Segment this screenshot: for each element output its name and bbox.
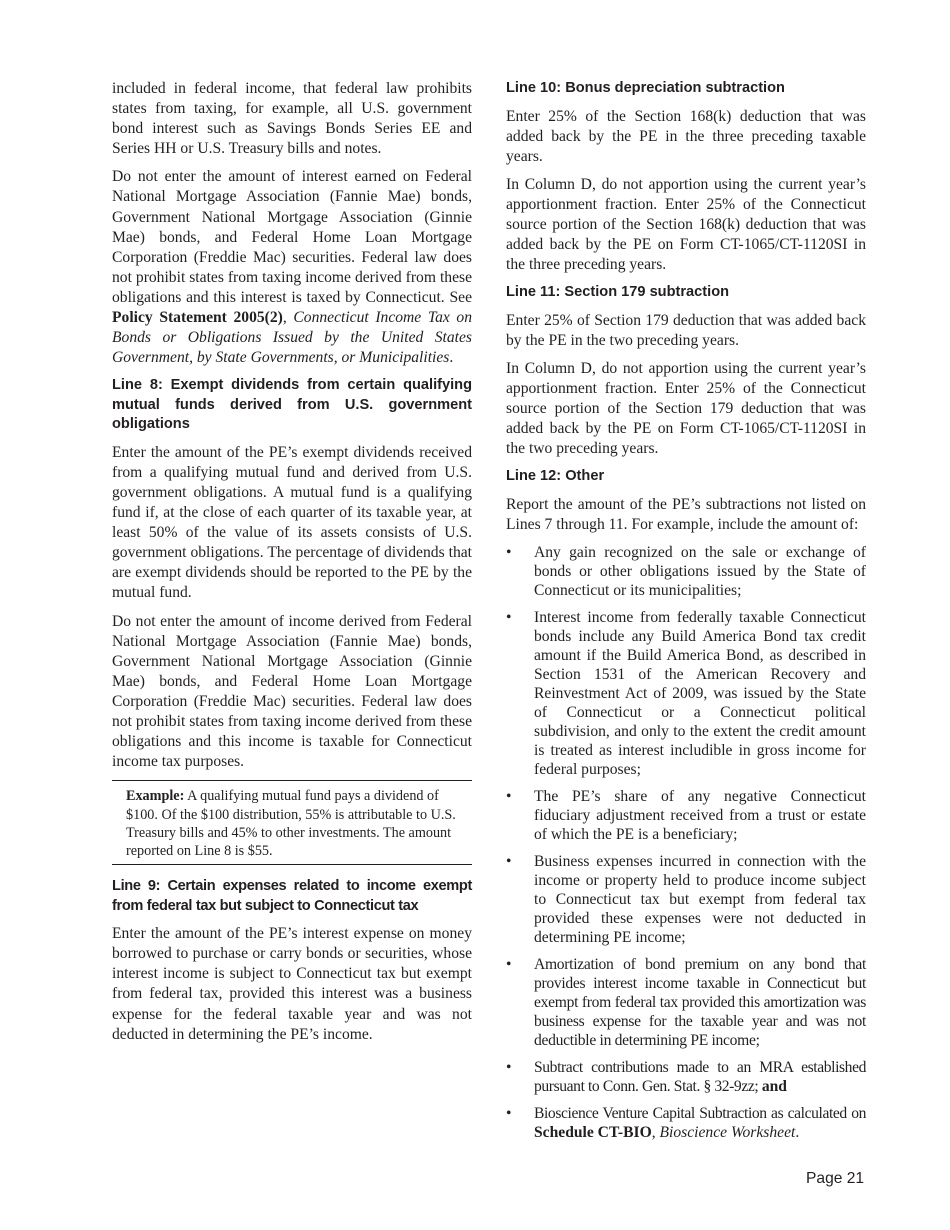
example-label: Example: [126,788,185,805]
text: The PE’s share of any negative Connecticut fiduciary adjustment received from a trust or estate of which the PE is a beneficiary; [534,788,866,844]
line9-heading: Line 9: Certain expenses related to income exempt from federal tax but subject to Connecticut tax [112,878,472,914]
line11-paragraph-2: In Column D, do not apportion using the current year’s apportionment fraction. Enter 25% of the Connecticut source portion of the Section 179 deduction that was added back by the PE on Form CT-1065/CT-1120SI in the two preceding years. [506,359,866,458]
list-item [506,543,866,600]
text: . [449,349,454,367]
paragraph-fannie-mae-interest [112,167,472,368]
page-number: Page 21 [806,1170,865,1187]
text: Any gain recognized on the sale or exchange of bonds or other obligations issued by the State of Connecticut or its municipalities; [534,544,866,600]
line11-heading: Line 11: Section 179 subtraction [506,284,730,301]
list-item [506,955,866,1050]
subtractions-list [506,543,866,1142]
line9-paragraph-1: Enter the amount of the PE’s interest expense on money borrowed to purchase or carry bonds or securities, whose interest income is subject to Connecticut tax but exempt from federal tax, provided this interest was a business expense for the federal taxable year and was not deducted in determining the PE’s income. [112,925,472,1043]
paragraph-federal-income: included in federal income, that federal law prohibits states from taxing, for example, all U.S. government bond interest such as Savings Bonds Series EE and Series HH or U.S. Treasury bills and notes. [112,80,472,158]
text: Interest income from federally taxable Connecticut bonds include any Build America Bond tax credit amount if the Build America Bond, as described in Section 1531 of the American Recovery and Reinvestment Act of 2009, was issued by the State of Connecticut or a Connecticut political subdivision, and only to the extent the credit amount is treated as interest includible in gross income for federal purposes; [534,609,866,779]
line10-heading: Line 10: Bonus depreciation subtraction [506,80,785,96]
worksheet-title: Bioscience Worksheet [659,1124,796,1142]
example-box [112,780,472,865]
list-item [506,787,866,844]
text: , [651,1124,660,1142]
line10-paragraph-2: In Column D, do not apportion using the current year’s apportionment fraction. Enter 25% of the Connecticut source portion of the Section 168(k) deduction that was added back by the PE on Form CT-1065/CT-1120SI in the three preceding years. [506,175,866,274]
right-column [506,79,866,1150]
bullet-icon: • [506,956,512,974]
text: Business expenses incurred in connection with the income or property held to produce income subject to Connecticut tax but exempt from federal tax provided these expenses were not deducted in determining PE income; [534,853,866,947]
text: Subtract contributions made to an MRA established pursuant to Conn. Gen. Stat. § 32-9zz; [534,1059,866,1096]
text: Amortization of bond premium on any bond that provides interest income taxable in Connecticut but exempt from federal tax provided this amortization was business expense for the taxable year and was not deductible in determining PE income; [534,956,866,1050]
bullet-icon: • [506,609,512,627]
publication-title: Connecticut Income Tax on Bonds or Obligations Issued by the United States Government, by State Governments, or Municipalities [112,309,472,367]
list-item [506,852,866,947]
schedule-ref: Schedule CT-BIO [534,1124,652,1142]
line11-paragraph-1: Enter 25% of Section 179 deduction that was added back by the PE in the two preceding years. [506,311,866,349]
bullet-icon: • [506,1105,512,1123]
bullet-icon: • [506,853,512,871]
text: Do not enter the amount of interest earned on Federal National Mortgage Association (Fannie Mae) bonds, Government National Mortgage Association (Ginnie Mae) bonds, and Federal Home Loan Mortgage Corporation (Freddie Mac) securities. Federal law does not prohibit states from taxing income derived from these obligations and this interest is taxed by Connecticut. See [112,168,472,306]
line8-paragraph-2: Do not enter the amount of income derived from Federal National Mortgage Association (Fannie Mae) bonds, Government National Mortgage Association (Ginnie Mae) bonds, and Federal Home Loan Mortgage Corporation (Freddie Mac) securities. Federal law does not prohibit states from taxing income derived from these obligations and this income is taxable for Connecticut income tax purposes. [112,612,472,771]
text: . [795,1124,800,1142]
policy-statement-ref: Policy Statement 2005(2) [112,309,283,327]
list-item [506,1104,866,1142]
line12-heading: Line 12: Other [506,468,605,485]
line10-paragraph-1: Enter 25% of the Section 168(k) deduction that was added back by the PE in the three preceding taxable years. [506,107,866,165]
example-text [126,787,458,860]
line8-heading: Line 8: Exempt dividends from certain qualifying mutual funds derived from U.S. government obligations [112,377,472,433]
list-item [506,608,866,779]
text: Bioscience Venture Capital Subtraction as calculated on [534,1105,866,1123]
bullet-icon: • [506,1059,512,1077]
bullet-icon: • [506,544,512,562]
bullet-icon: • [506,788,512,806]
line8-paragraph-1: Enter the amount of the PE’s exempt dividends received from a qualifying mutual fund and derived from U.S. government obligations. A mutual fund is a qualifying fund if, at the close of each quarter of its taxable year, at least 50% of the value of its assets consists of U.S. government obligations. The percentage of dividends that are exempt dividends should be reported to the PE by the mutual fund. [112,443,472,602]
line12-paragraph-1: Report the amount of the PE’s subtractions not listed on Lines 7 through 11. For example, include the amount of: [506,495,866,533]
left-column [112,79,472,1053]
list-item [506,1058,866,1096]
emphasis-and: and [761,1078,787,1096]
text: , [282,309,294,327]
text: A qualifying mutual fund pays a dividend of $100. Of the $100 distribution, 55% is attributable to U.S. Treasury bills and 45% to other investments. The amount reported on Line 8 is $55. [126,788,456,859]
